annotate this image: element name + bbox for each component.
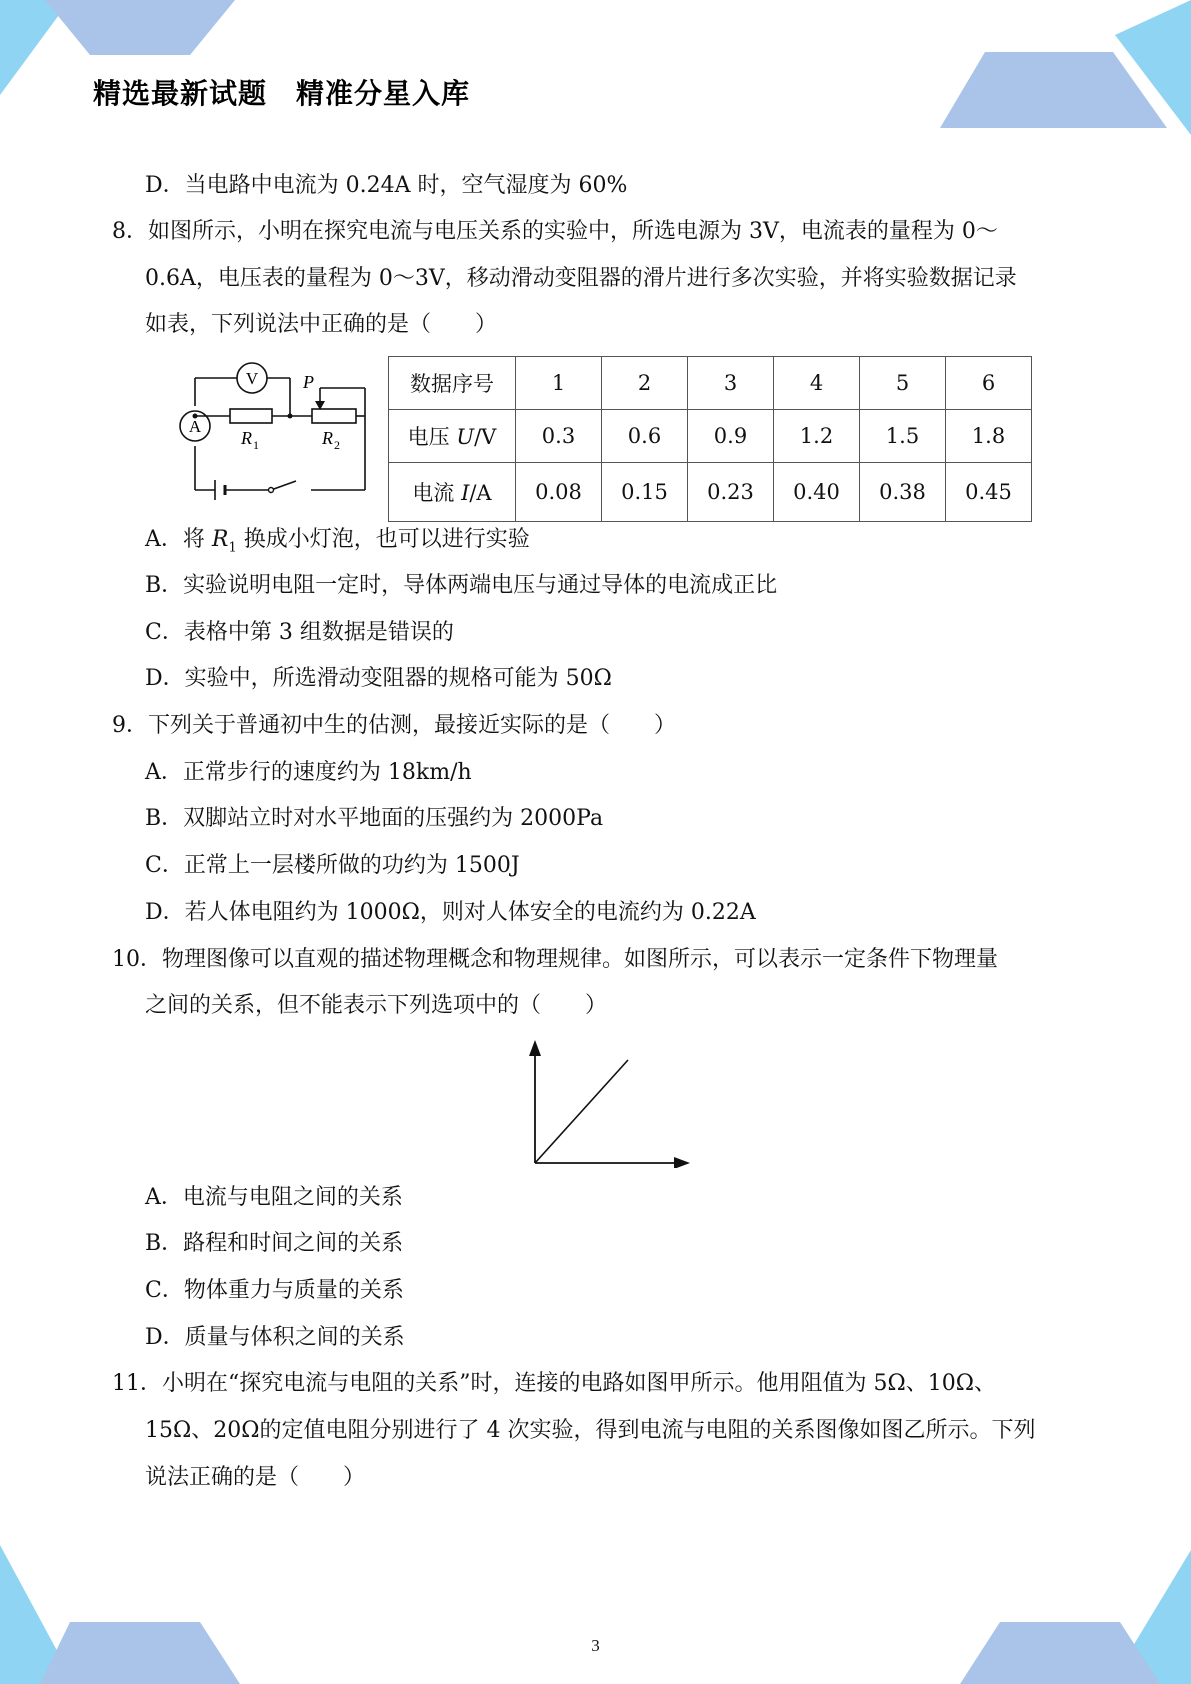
q10-stem-line2: 之间的关系，但不能表示下列选项中的（ ）: [145, 993, 608, 1018]
q11-stem-line1: 11．小明在“探究电流与电阻的关系”时，连接的电路如图甲所示。他用阻值为 5Ω、10Ω、: [112, 1371, 996, 1396]
table-header-cell: 1: [516, 357, 602, 410]
table-header-cell: 2: [602, 357, 688, 410]
table-header-cell: 4: [774, 357, 860, 410]
q8-data-table: [388, 356, 1032, 522]
header-title: 精选最新试题 精准分星入库: [93, 77, 471, 110]
q10-option-b: B．路程和时间之间的关系: [145, 1231, 404, 1256]
current-row-label: [389, 463, 516, 522]
q9-stem: 9．下列关于普通初中生的估测，最接近实际的是（ ）: [112, 713, 676, 738]
q9-option-a: A．正常步行的速度约为 18km/h: [145, 760, 472, 785]
graph-y-axis-arrow: [529, 1040, 541, 1056]
table-cell: 0.15: [602, 463, 688, 522]
graph-line: [535, 1060, 628, 1163]
proportional-graph: [520, 1038, 695, 1168]
q10-stem-line1: 10．物理图像可以直观的描述物理概念和物理规律。如图所示，可以表示一定条件下物理量: [112, 947, 998, 972]
r1-label: R: [241, 428, 252, 448]
table-cell: 1.2: [774, 410, 860, 463]
voltmeter-label: V: [245, 369, 259, 388]
table-cell: 0.3: [516, 410, 602, 463]
q8-stem-line3: 如表，下列说法中正确的是（ ）: [145, 312, 498, 337]
table-cell: 0.08: [516, 463, 602, 522]
voltage-label-text: 电压: [407, 425, 457, 449]
q8-option-a-prefix: A．将: [145, 527, 212, 552]
table-row-header: [389, 357, 1032, 410]
table-cell: 0.40: [774, 463, 860, 522]
q9-option-d: D．若人体电阻约为 1000Ω，则对人体安全的电流约为 0.22A: [145, 900, 756, 925]
current-unit: /A: [469, 481, 492, 505]
voltage-symbol: U: [456, 425, 475, 449]
page-number: 3: [591, 1636, 600, 1655]
q7-option-d: D．当电路中电流为 0.24A 时，空气湿度为 60%: [145, 173, 628, 198]
q8-stem-line1: 8．如图所示，小明在探究电流与电压关系的实验中，所选电源为 3V，电流表的量程为 0～: [112, 219, 998, 244]
slider-label: P: [303, 372, 314, 392]
q8-option-d: D．实验中，所选滑动变阻器的规格可能为 50Ω: [145, 666, 612, 691]
q8-stem-line2: 0.6A，电压表的量程为 0～3V，移动滑动变阻器的滑片进行多次实验，并将实验数据记录: [145, 266, 1017, 291]
q9-option-c: C．正常上一层楼所做的功约为 1500J: [145, 853, 520, 878]
q8-option-a-text: 换成小灯泡，也可以进行实验: [236, 527, 530, 552]
r2-subscript: 2: [334, 438, 340, 452]
table-cell: 0.6: [602, 410, 688, 463]
table-cell: 0.38: [860, 463, 946, 522]
table-cell: 0.45: [946, 463, 1032, 522]
table-row-voltage: [389, 410, 1032, 463]
voltage-row-label: [389, 410, 516, 463]
table-header-cell: 6: [946, 357, 1032, 410]
table-header-cell: 5: [860, 357, 946, 410]
q8-option-c: C．表格中第 3 组数据是错误的: [145, 620, 454, 645]
q10-option-a: A．电流与电阻之间的关系: [145, 1185, 403, 1210]
r1-subscript: 1: [253, 438, 259, 452]
q8-option-a-symbol: R: [211, 527, 229, 552]
voltage-unit: /V: [474, 425, 497, 449]
table-row-current: [389, 463, 1032, 522]
deco-top-left-band: [45, 0, 235, 55]
q8-option-b: B．实验说明电阻一定时，导体两端电压与通过导体的电流成正比: [145, 573, 778, 598]
r2-label: R: [322, 428, 333, 448]
ammeter-label: A: [188, 417, 202, 436]
q10-option-c: C．物体重力与质量的关系: [145, 1278, 404, 1303]
table-header-cell: 3: [688, 357, 774, 410]
q9-option-b: B．双脚站立时对水平地面的压强约为 2000Pa: [145, 806, 604, 831]
current-symbol: I: [461, 481, 470, 505]
table-cell: 0.9: [688, 410, 774, 463]
current-label-text: 电流: [412, 481, 462, 505]
deco-top-right-trapezoid: [940, 52, 1167, 128]
graph-x-axis-arrow: [674, 1157, 690, 1168]
q11-stem-line3: 说法正确的是（ ）: [145, 1465, 366, 1490]
q8-option-a: [145, 525, 530, 563]
table-cell: 0.23: [688, 463, 774, 522]
q10-option-d: D．质量与体积之间的关系: [145, 1325, 405, 1350]
q11-stem-line2: 15Ω、20Ω的定值电阻分别进行了 4 次实验，得到电流与电阻的关系图像如图乙所示。下列: [145, 1418, 1036, 1443]
circuit-diagram: [175, 358, 375, 508]
q8-option-a-subscript: 1: [228, 540, 237, 556]
table-cell: 1.5: [860, 410, 946, 463]
table-header-cell: 数据序号: [389, 357, 516, 410]
table-cell: 1.8: [946, 410, 1032, 463]
